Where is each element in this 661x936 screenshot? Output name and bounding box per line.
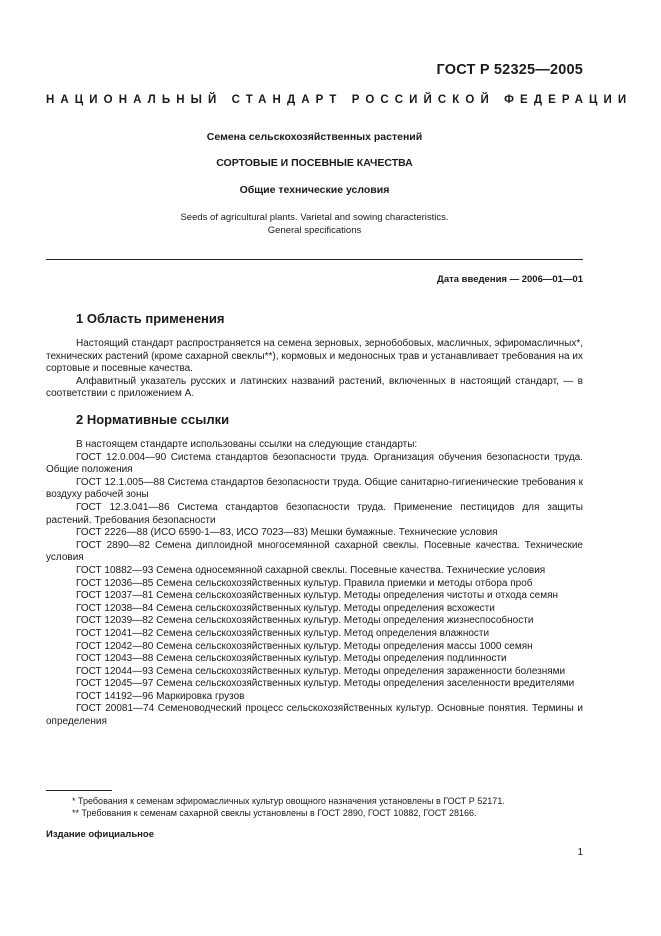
reference-item: ГОСТ 10882—93 Семена односемянной сахарной свеклы. Посевные качества. Технические условия [76, 564, 546, 576]
title-divider [46, 259, 583, 260]
reference-item: ГОСТ 14192—96 Маркировка грузов [76, 690, 245, 702]
references-list [46, 452, 583, 729]
footnote-1: * Требования к семенам эфиромасличных культур овощного назначения установлены в ГОСТ Р 52171. [72, 796, 505, 806]
section-2-body [46, 439, 583, 729]
english-title-line-2: General specifications [267, 225, 362, 236]
section-1-paragraph-1: Настоящий стандарт распространяется на семена зерновых, зернобобовых, масличных, эфиромасличных*, технических растений (кроме сахарной свеклы**), кормовых и медоносных трав и устанавливает требования на их сортовые и посевные качества. [46, 338, 583, 375]
national-standard-banner: НАЦИОНАЛЬНЫЙ СТАНДАРТ РОССИЙСКОЙ ФЕДЕРАЦИИ [46, 94, 633, 106]
english-title-line-1: Seeds of agricultural plants. Varietal and sowing characteristics. [180, 212, 449, 223]
section-2-intro: В настоящем стандарте использованы ссылки на следующие стандарты: [76, 439, 418, 450]
reference-item: ГОСТ 12037—81 Семена сельскохозяйственных культур. Методы определения чистоты и отхода семян [76, 590, 559, 602]
footnotes [46, 795, 583, 819]
reference-item: ГОСТ 12044—93 Семена сельскохозяйственных культур. Методы определения зараженности болезнями [76, 665, 566, 677]
reference-item: ГОСТ 20081—74 Семеноводческий процесс сельскохозяйственных культур. Основные понятия. Термины и определения [46, 703, 583, 728]
standard-number: ГОСТ Р 52325—2005 [436, 62, 583, 78]
reference-item: ГОСТ 2890—82 Семена диплоидной многосемянной сахарной свеклы. Посевные качества. Технические условия [46, 539, 583, 564]
section-1-paragraph-2: Алфавитный указатель русских и латинских названий растений, включенных в настоящий стандарт, — в соответствии с приложением А. [46, 375, 583, 400]
reference-item: ГОСТ 12.3.041—86 Система стандартов безопасности труда. Применение пестицидов для защиты растений. Требования безопасности [46, 501, 583, 526]
reference-item: ГОСТ 12.0.004—90 Система стандартов безопасности труда. Организация обучения безопасности труда. Общие положения [46, 451, 583, 476]
reference-item: ГОСТ 12036—85 Семена сельскохозяйственных культур. Правила приемки и методы отбора проб [76, 577, 533, 589]
section-2-heading: 2 Нормативные ссылки [76, 412, 230, 427]
title-line-3: Общие технические условия [239, 184, 390, 196]
section-1-body [46, 338, 583, 401]
reference-item: ГОСТ 12042—80 Семена сельскохозяйственных культур. Методы определения массы 1000 семян [76, 640, 533, 652]
footnote-divider [46, 790, 112, 791]
reference-item: ГОСТ 12041—82 Семена сельскохозяйственных культур. Метод определения влажности [76, 627, 490, 639]
page-number: 1 [577, 847, 583, 858]
reference-item: ГОСТ 2226—88 (ИСО 6590-1—83, ИСО 7023—83) Мешки бумажные. Технические условия [76, 527, 498, 539]
official-edition-label: Издание официальное [46, 829, 154, 840]
reference-item: ГОСТ 12039—82 Семена сельскохозяйственных культур. Методы определения жизнеспособности [76, 615, 534, 627]
title-line-2: СОРТОВЫЕ И ПОСЕВНЫЕ КАЧЕСТВА [216, 157, 413, 169]
english-title [46, 211, 583, 237]
reference-item: ГОСТ 12043—88 Семена сельскохозяйственных культур. Методы определения подлинности [76, 653, 507, 665]
section-1-heading: 1 Область применения [76, 311, 225, 326]
reference-item: ГОСТ 12045—97 Семена сельскохозяйственных культур. Методы определения заселенности вредителями [76, 678, 575, 690]
footnote-2: ** Требования к семенам сахарной свеклы установлены в ГОСТ 2890, ГОСТ 10882, ГОСТ 28166. [72, 808, 477, 818]
reference-item: ГОСТ 12.1.005—88 Система стандартов безопасности труда. Общие санитарно-гигиенические требования к воздуху рабочей зоны [46, 476, 583, 501]
title-line-1: Семена сельскохозяйственных растений [206, 131, 423, 143]
introduction-date: Дата введения — 2006—01—01 [437, 274, 583, 285]
reference-item: ГОСТ 12038—84 Семена сельскохозяйственных культур. Методы определения всхожести [76, 602, 495, 614]
